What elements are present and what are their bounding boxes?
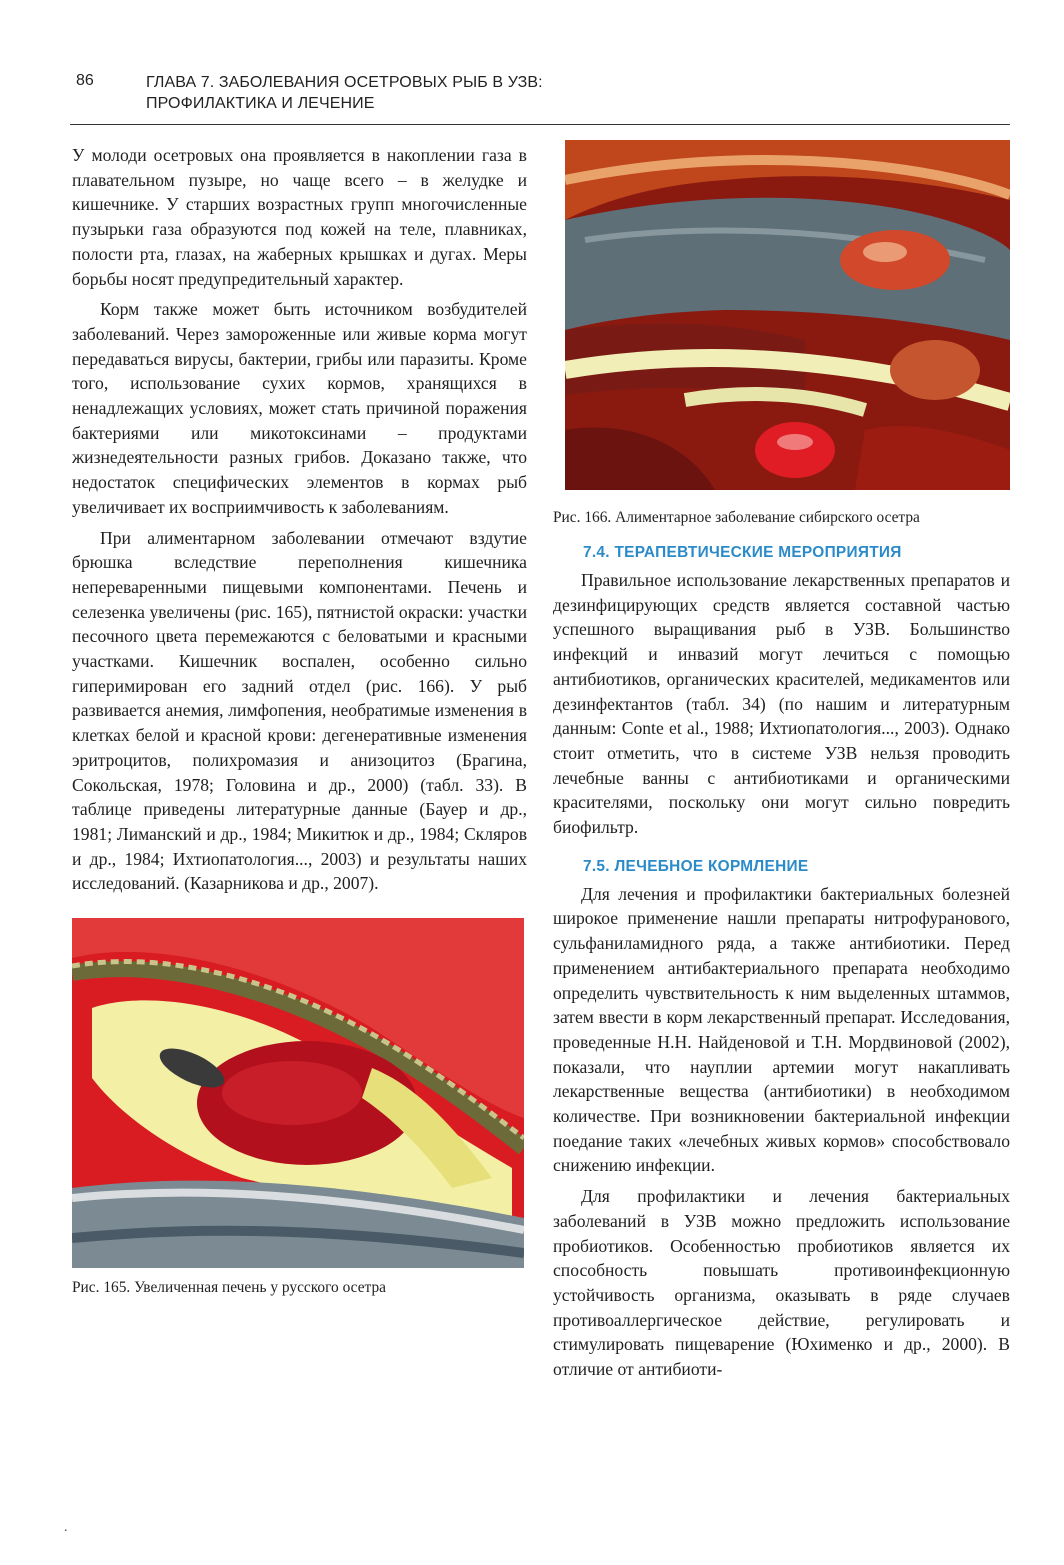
chapter-title — [146, 72, 543, 114]
paragraph: При алиментарном заболевании отмечают вздутие брюшка вследствие переполнения кишечника непереваренными пищевыми компонентами. Печень и селезенка увеличены (рис. 165), пятнистой окраски: участки песочного цвета перемежаются с беловатыми и красными участками. Кишечник воспален, особенно сильно гиперимирован его задний отдел (рис. 166). У рыб развивается анемия, лимфопения, необратимые изменения в клетках белой и красной крови: дегенеративные изменения эритроцитов, полихромазия и анизоцитоз (Брагина, Сокольская, 1978; Головина и др., 2000) (табл. 33). В таблице приведены литературные данные (Бауер и др., 1981; Лиманский и др., 1984; Микитюк и др., 1984; Скляров и др., 1984; Ихтиопатология..., 2003) и результаты наших исследований. (Казарникова и др., 2007). — [72, 527, 527, 894]
chapter-title-line-1: ГЛАВА 7. ЗАБОЛЕВАНИЯ ОСЕТРОВЫХ РЫБ В УЗВ: — [146, 74, 543, 91]
section-heading-7-5: 7.5. ЛЕЧЕБНОЕ КОРМЛЕНИЕ — [583, 857, 809, 875]
paragraph: Правильное использование лекарственных препаратов и дезинфицирующих средств является составной частью успешного выращивания рыб в УЗВ. Большинство инфекций и инвазий могут лечиться с помощью антибиотиков, органических красителей, медикаментов или дезинфектантов (табл. 34) (по нашим и литературным данным: Conte et al., 1988; Ихтиопатология..., 2003). Однако стоит отметить, что в системе УЗВ нельзя проводить лечебные ванны с антибиотиками и органическими красителями, поскольку они могут сильно повредить биофильтр. — [553, 570, 1010, 838]
page-mark: . — [64, 1520, 68, 1535]
chapter-title-line-2: ПРОФИЛАКТИКА И ЛЕЧЕНИЕ — [146, 95, 375, 112]
figure-166-photo — [565, 140, 1010, 490]
right-column — [553, 140, 1010, 1382]
figure-165-photo — [72, 918, 524, 1268]
running-header — [70, 72, 1010, 125]
paragraph: Для профилактики и лечения бактериальных заболеваний в УЗВ можно предложить использование пробиотиков. Особенностью пробиотиков является их способность повышать противоинфекционную устойчивость организма, оказывать в ряде случаев противоаллергическое действие, регулировать и стимулировать пищеварение (Юхименко и др., 2000). В отличие от антибиоти- — [553, 1186, 1010, 1380]
paragraph: Для лечения и профилактики бактериальных болезней широкое применение нашли препараты нитрофуранового, сульфаниламидного ряда, а также антибиотики. Перед применением антибактериального препарата необходимо определить чувствительность к ним выделенных штаммов, затем ввести в корм лекарственный препарат. Исследования, проведенные Н.Н. Найденовой и Т.Н. Мордвиновой (2002), показали, что науплии артемии могут накапливать лекарственные вещества (антибиотики) в необходимом количестве. При возникновении бактериальной инфекции поедание таких «лечебных живых кормов» способствовало снижению инфекции. — [553, 883, 1010, 1176]
paragraph: Корм также может быть источником возбудителей заболеваний. Через замороженные или живые корма могут передаваться вирусы, бактерии, грибы или паразиты. Кроме того, использование сухих кормов, хранящихся в ненадлежащих условиях, может стать причиной поражения бактериями или микотоксинами – продуктами жизнедеятельности разных грибов. Доказано также, что недостаток специфических элементов в кормах рыб увеличивает их восприимчивость к заболеваниям. — [72, 299, 527, 517]
section-heading-7-4: 7.4. ТЕРАПЕВТИЧЕСКИЕ МЕРОПРИЯТИЯ — [583, 544, 902, 561]
figure-166-caption: Рис. 166. Алиментарное заболевание сибирского осетра — [553, 509, 920, 526]
page-number: 86 — [76, 72, 94, 89]
figure-165-caption: Рис. 165. Увеличенная печень у русского осетра — [72, 1279, 386, 1297]
paragraph: У молоди осетровых она проявляется в накоплении газа в плавательном пузыре, но чаще всего – в желудке и кишечнике. У старших возрастных групп многочисленные пузырьки газа образуются под кожей на теле, плавниках, полости рта, глазах, на жаберных крышках и дугах. Меры борьбы носят предупредительный характер. — [72, 145, 527, 289]
left-column — [72, 143, 527, 1298]
